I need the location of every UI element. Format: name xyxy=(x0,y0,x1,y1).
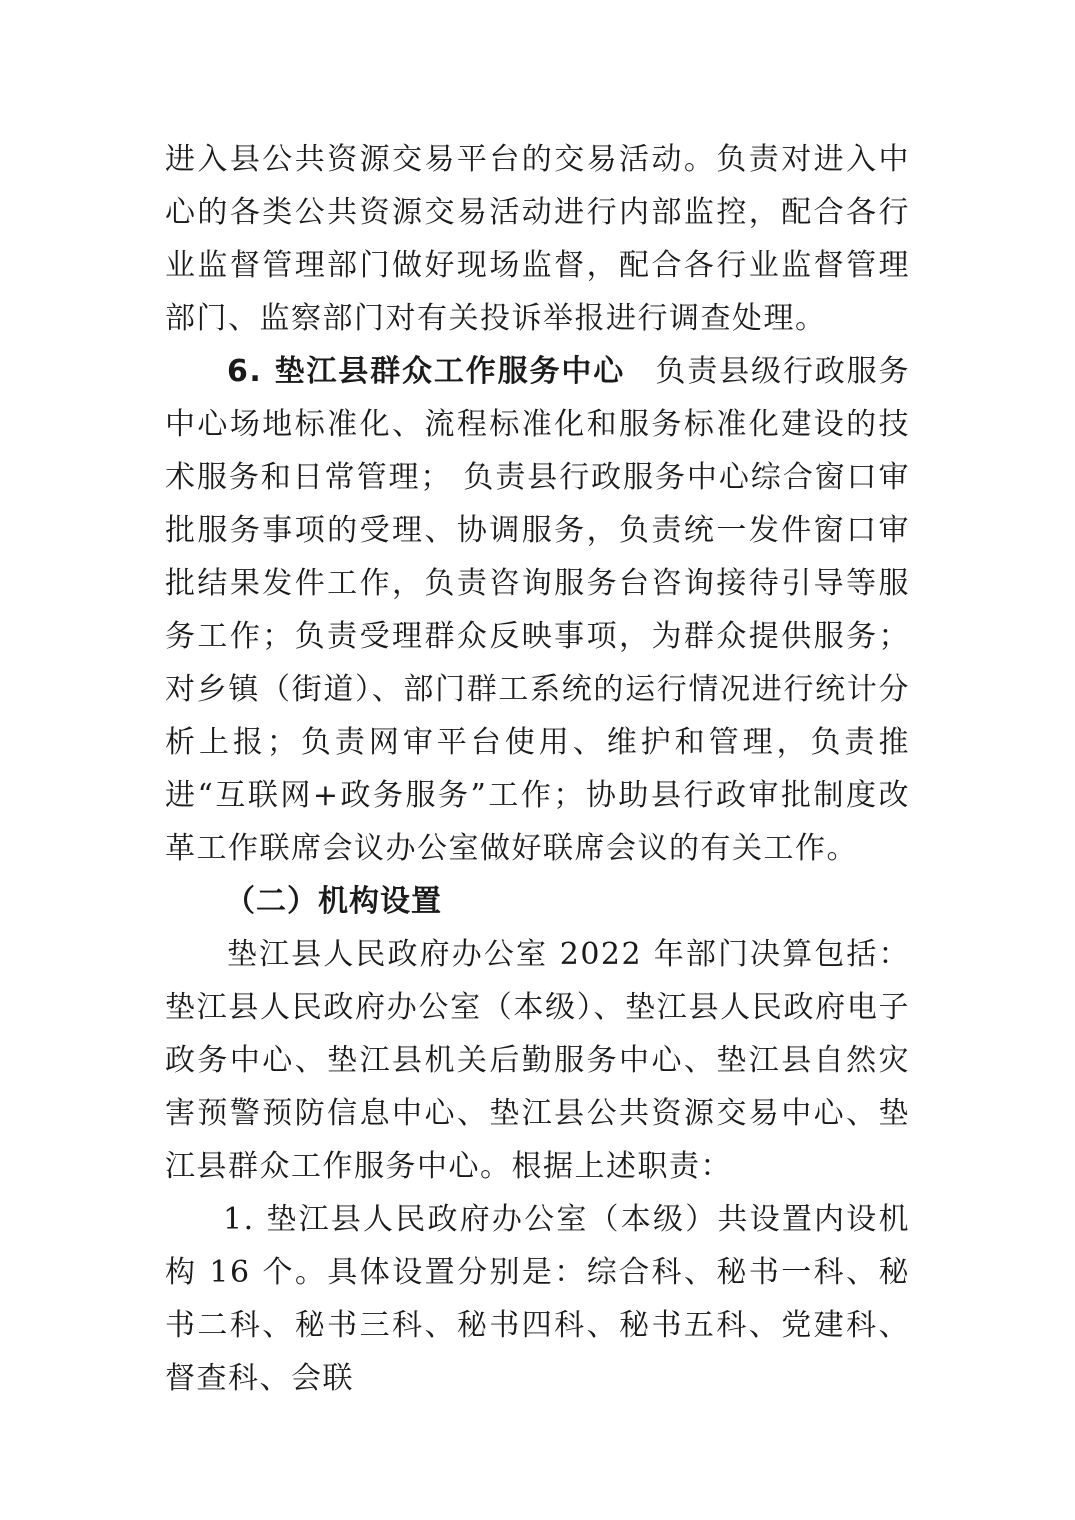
document-page xyxy=(165,133,910,1405)
paragraph-budget-scope: 垫江县人民政府办公室 2022 年部门决算包括：垫江县人民政府办公室（本级）、垫江县人民政府电子政务中心、垫江县机关后勤服务中心、垫江县自然灾害预警预防信息中心、垫江县公共资源交易中心、垫江县群众工作服务中心。根据上述职责： xyxy=(165,937,910,1184)
paragraph-title-mass-work-center: 6. 垫江县群众工作服务中心 xyxy=(227,354,626,389)
paragraph-internal-units: 1. 垫江县人民政府办公室（本级）共设置内设机构 16 个。具体设置分别是：综合科、秘书一科、秘书二科、秘书三科、秘书四科、秘书五科、党建科、督查科、会联 xyxy=(165,1202,910,1396)
paragraph-body-mass-work-center: 负责县级行政服务中心场地标准化、流程标准化和服务标准化建设的技术服务和日常管理； 负责县行政服务中心综合窗口审批服务事项的受理、协调服务，负责统一发件窗口审批结果发件工作，负责咨询服务台咨询接待引导等服务工作；负责受理群众反映事项，为群众提供服务；对乡镇（街道）、部门群工系统的运行情况进行统计分析上报；负责网审平台使用、维护和管理，负责推进“互联网+政务服务”工作；协助县行政审批制度改革工作联席会议办公室做好联席会议的有关工作。 xyxy=(165,354,911,866)
section-heading-org-setup: （二）机构设置 xyxy=(225,884,442,919)
paragraph-trading-supervision: 进入县公共资源交易平台的交易活动。负责对进入中心的各类公共资源交易活动进行内部监控，配合各行业监督管理部门做好现场监督，配合各行业监督管理部门、监察部门对有关投诉举报进行调查处理。 xyxy=(165,142,910,336)
paragraph-mass-work-center xyxy=(165,345,910,875)
